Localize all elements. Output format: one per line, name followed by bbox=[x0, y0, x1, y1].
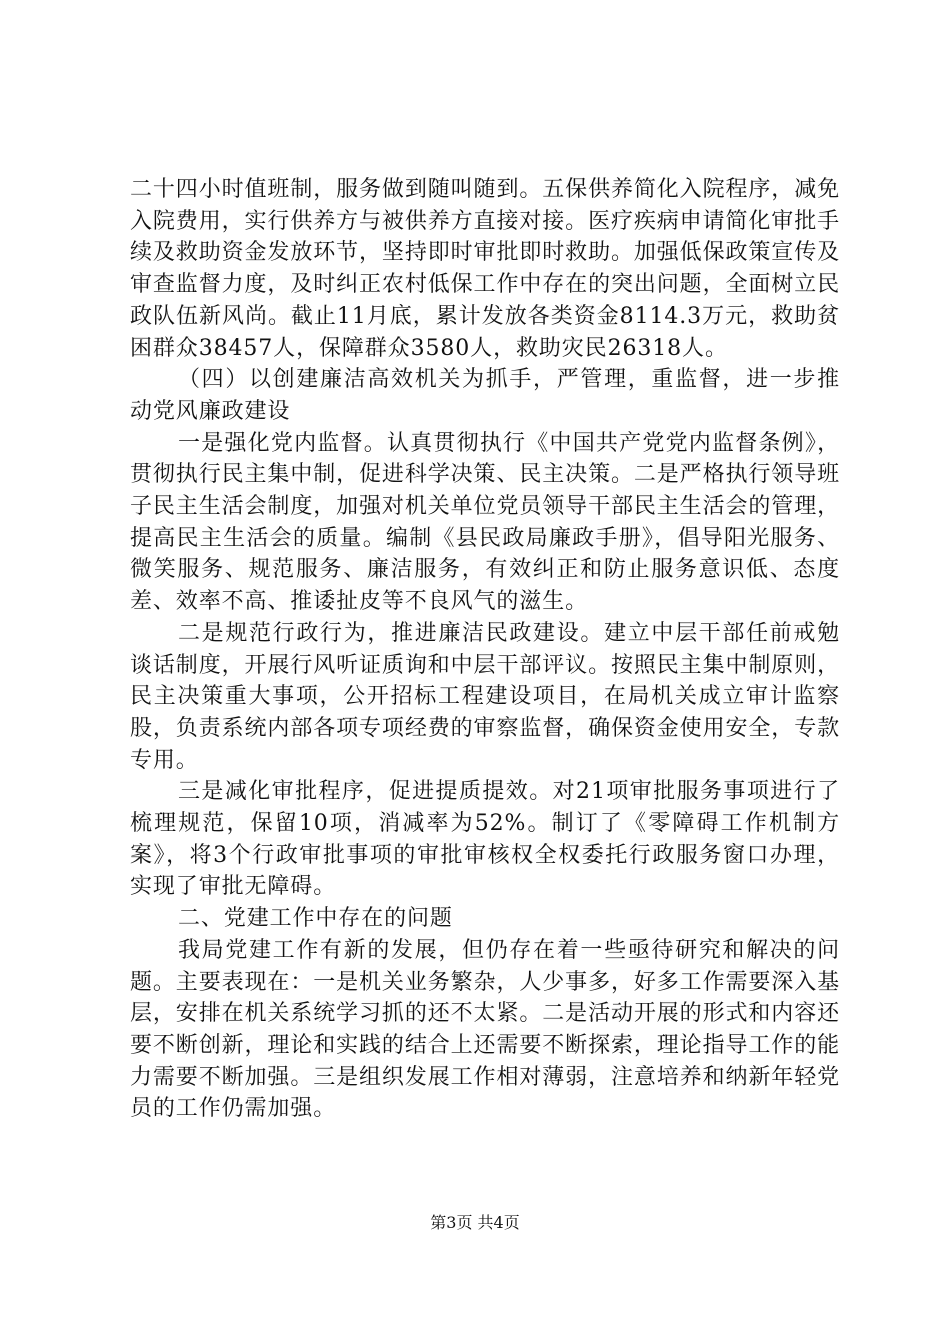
section-heading-existing-problems: 二、党建工作中存在的问题 bbox=[178, 906, 453, 932]
section-heading-clean-government: （四）以创建廉洁高效机关为抓手，严管理，重监督，进一步推动党风廉政建设 bbox=[130, 367, 840, 424]
paragraph-administrative-conduct: 二是规范行政行为，推进廉洁民政建设。建立中层干部任前戒勉谈话制度，开展行风听证质询和中层干部评议。按照民主集中制原则，民主决策重大事项，公开招标工程建设项目，在局机关成立审计监察股，负责系统内部各项专项经费的审察监督，确保资金使用安全，专款专用。 bbox=[130, 620, 840, 773]
page-number-footer: 第3页 共4页 bbox=[430, 1213, 520, 1232]
paragraph-party-supervision: 一是强化党内监督。认真贯彻执行《中国共产党党内监督条例》，贯彻执行民主集中制，促进科学决策、民主决策。二是严格执行领导班子民主生活会制度，加强对机关单位党员领导干部民主生活会的管理，提高民主生活会的质量。编制《县民政局廉政手册》，倡导阳光服务、微笑服务、规范服务、廉洁服务，有效纠正和防止服务意识低、态度差、效率不高、推诿扯皮等不良风气的滋生。 bbox=[130, 430, 840, 615]
paragraph-problems-detail: 我局党建工作有新的发展，但仍存在着一些亟待研究和解决的问题。主要表现在：一是机关业务繁杂，人少事多，好多工作需要深入基层，安排在机关系统学习抓的还不太紧。二是活动开展的形式和内容还要不断创新，理论和实践的结合上还需要不断探索，理论指导工作的能力需要不断加强。三是组织发展工作相对薄弱，注意培养和纳新年轻党员的工作仍需加强。 bbox=[130, 937, 840, 1122]
document-body bbox=[130, 174, 840, 1125]
paragraph-approval-simplification: 三是减化审批程序，促进提质提效。对21项审批服务事项进行了梳理规范，保留10项，消减率为52%。制订了《零障碍工作机制方案》，将3个行政审批事项的审批审核权全权委托行政服务窗口办理，实现了审批无障碍。 bbox=[130, 779, 840, 900]
paragraph-welfare-services: 二十四小时值班制，服务做到随叫随到。五保供养简化入院程序，减免入院费用，实行供养方与被供养方直接对接。医疗疾病申请简化审批手续及救助资金发放环节，坚持即时审批即时救助。加强低保政策宣传及审查监督力度，及时纠正农村低保工作中存在的突出问题，全面树立民政队伍新风尚。截止11月底，累计发放各类资金8114.3万元，救助贫困群众38457人，保障群众3580人，救助灾民26318人。 bbox=[130, 177, 840, 361]
